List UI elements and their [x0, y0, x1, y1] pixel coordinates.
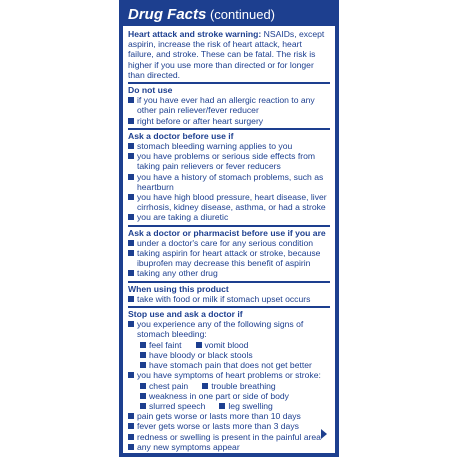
square-bullet-icon [128, 118, 134, 124]
square-bullet-icon [140, 393, 146, 399]
square-bullet-icon [128, 321, 134, 327]
ask-doctor-title: Ask a doctor before use if [128, 130, 234, 141]
square-bullet-icon [140, 362, 146, 368]
square-bullet-icon [128, 194, 134, 200]
list-item-text: take with food or milk if stomach upset occurs [137, 293, 311, 304]
list-row [140, 381, 330, 391]
list-item [140, 381, 188, 391]
list-item [140, 401, 205, 411]
drug-facts-header [122, 3, 336, 26]
list-item-text: pain gets worse or lasts more than 10 days [137, 411, 301, 422]
square-bullet-icon [128, 214, 134, 220]
square-bullet-icon [128, 153, 134, 159]
list-item [128, 151, 330, 171]
list-item [128, 95, 330, 115]
heart-attack-warning-section [128, 28, 330, 84]
list-item-text: you have problems or serious side effects from taking pain relievers or fever reducers [137, 151, 316, 172]
list-item [140, 391, 330, 401]
list-item-text: have stomach pain that does not get better [149, 360, 312, 371]
square-bullet-icon [140, 342, 146, 348]
list-item [128, 248, 330, 268]
list-item-text: have bloody or black stools [149, 349, 253, 360]
square-bullet-icon [196, 342, 202, 348]
list-item [128, 238, 330, 248]
list-item-text: you have a history of stomach problems, such as heartburn [137, 171, 324, 192]
drug-facts-panel [119, 0, 339, 457]
header-continued: (continued) [206, 7, 276, 22]
list-item-text: feel faint [149, 339, 182, 350]
heart-symptoms-list [128, 381, 330, 412]
list-item-text: you have symptoms of heart problems or stroke: [137, 370, 321, 381]
drug-facts-content [123, 26, 335, 454]
bleeding-signs-list [128, 340, 330, 371]
list-item [128, 319, 330, 339]
square-bullet-icon [140, 383, 146, 389]
list-item-text: weakness in one part or side of body [149, 390, 289, 401]
list-item-text: taking aspirin for heart attack or stroke, because ibuprofen may decrease this benefit of aspirin [137, 248, 321, 269]
list-item [202, 381, 276, 391]
list-item [128, 411, 330, 421]
warning-title: Heart attack and stroke warning: [128, 29, 262, 39]
list-item-text: trouble breathing [211, 380, 276, 391]
list-item-text: vomit blood [204, 339, 249, 350]
list-item-text: taking any other drug [137, 268, 218, 279]
warning-text: NSAIDs, except aspirin, increase the risk of heart attack, heart failure, and stroke. These can be fatal. The risk is higher if you use more than directed or for longer than directed. [128, 29, 325, 80]
list-item-text: you experience any of the following signs of stomach bleeding: [137, 319, 304, 340]
square-bullet-icon [128, 444, 134, 450]
list-item-text: leg swelling [228, 400, 273, 411]
list-item-text: slurred speech [149, 400, 206, 411]
list-item [219, 401, 272, 411]
continue-arrow-icon [321, 429, 327, 439]
square-bullet-icon [128, 372, 134, 378]
list-item [128, 370, 330, 380]
list-item-text: redness or swelling is present in the painful area [137, 431, 321, 442]
list-item [196, 340, 249, 350]
do-not-use-section [128, 84, 330, 130]
list-row [140, 401, 330, 411]
stop-use-section [128, 308, 330, 454]
square-bullet-icon [219, 403, 225, 409]
list-item-text: you have high blood pressure, heart disease, liver cirrhosis, kidney disease, asthma, or had a stroke [137, 192, 327, 213]
list-row [140, 340, 330, 350]
square-bullet-icon [128, 240, 134, 246]
ask-pharmacist-title: Ask a doctor or pharmacist before use if you are [128, 227, 326, 238]
ask-pharmacist-section [128, 227, 330, 283]
list-item [128, 442, 330, 452]
when-using-title: When using this product [128, 283, 229, 294]
list-item-text: under a doctor's care for any serious condition [137, 237, 313, 248]
list-item [128, 421, 330, 431]
do-not-use-title: Do not use [128, 85, 173, 96]
square-bullet-icon [128, 423, 134, 429]
header-title: Drug Facts [128, 6, 207, 23]
list-item-text: if you have ever had an allergic reaction to any other pain reliever/fever reducer [137, 95, 315, 116]
list-item-text: fever gets worse or lasts more than 3 days [137, 421, 299, 432]
list-item-text: right before or after heart surgery [137, 115, 264, 126]
list-item [128, 212, 330, 222]
square-bullet-icon [140, 403, 146, 409]
square-bullet-icon [128, 270, 134, 276]
list-item-text: you are taking a diuretic [137, 212, 229, 223]
list-item [128, 268, 330, 278]
list-item-text: stomach bleeding warning applies to you [137, 141, 293, 152]
list-item [140, 360, 330, 370]
square-bullet-icon [128, 434, 134, 440]
square-bullet-icon [128, 413, 134, 419]
list-item-text: any new symptoms appear [137, 441, 240, 452]
square-bullet-icon [202, 383, 208, 389]
stop-use-title: Stop use and ask a doctor if [128, 309, 243, 320]
list-item [128, 141, 330, 151]
ask-doctor-section [128, 130, 330, 227]
square-bullet-icon [128, 296, 134, 302]
square-bullet-icon [128, 143, 134, 149]
list-item [128, 294, 330, 304]
list-item [128, 116, 330, 126]
list-item [128, 192, 330, 212]
list-item [128, 432, 330, 442]
square-bullet-icon [140, 352, 146, 358]
square-bullet-icon [128, 97, 134, 103]
list-item [140, 340, 182, 350]
list-item [128, 172, 330, 192]
list-item [140, 350, 330, 360]
square-bullet-icon [128, 250, 134, 256]
square-bullet-icon [128, 174, 134, 180]
when-using-section [128, 283, 330, 308]
list-item-text: chest pain [149, 380, 189, 391]
